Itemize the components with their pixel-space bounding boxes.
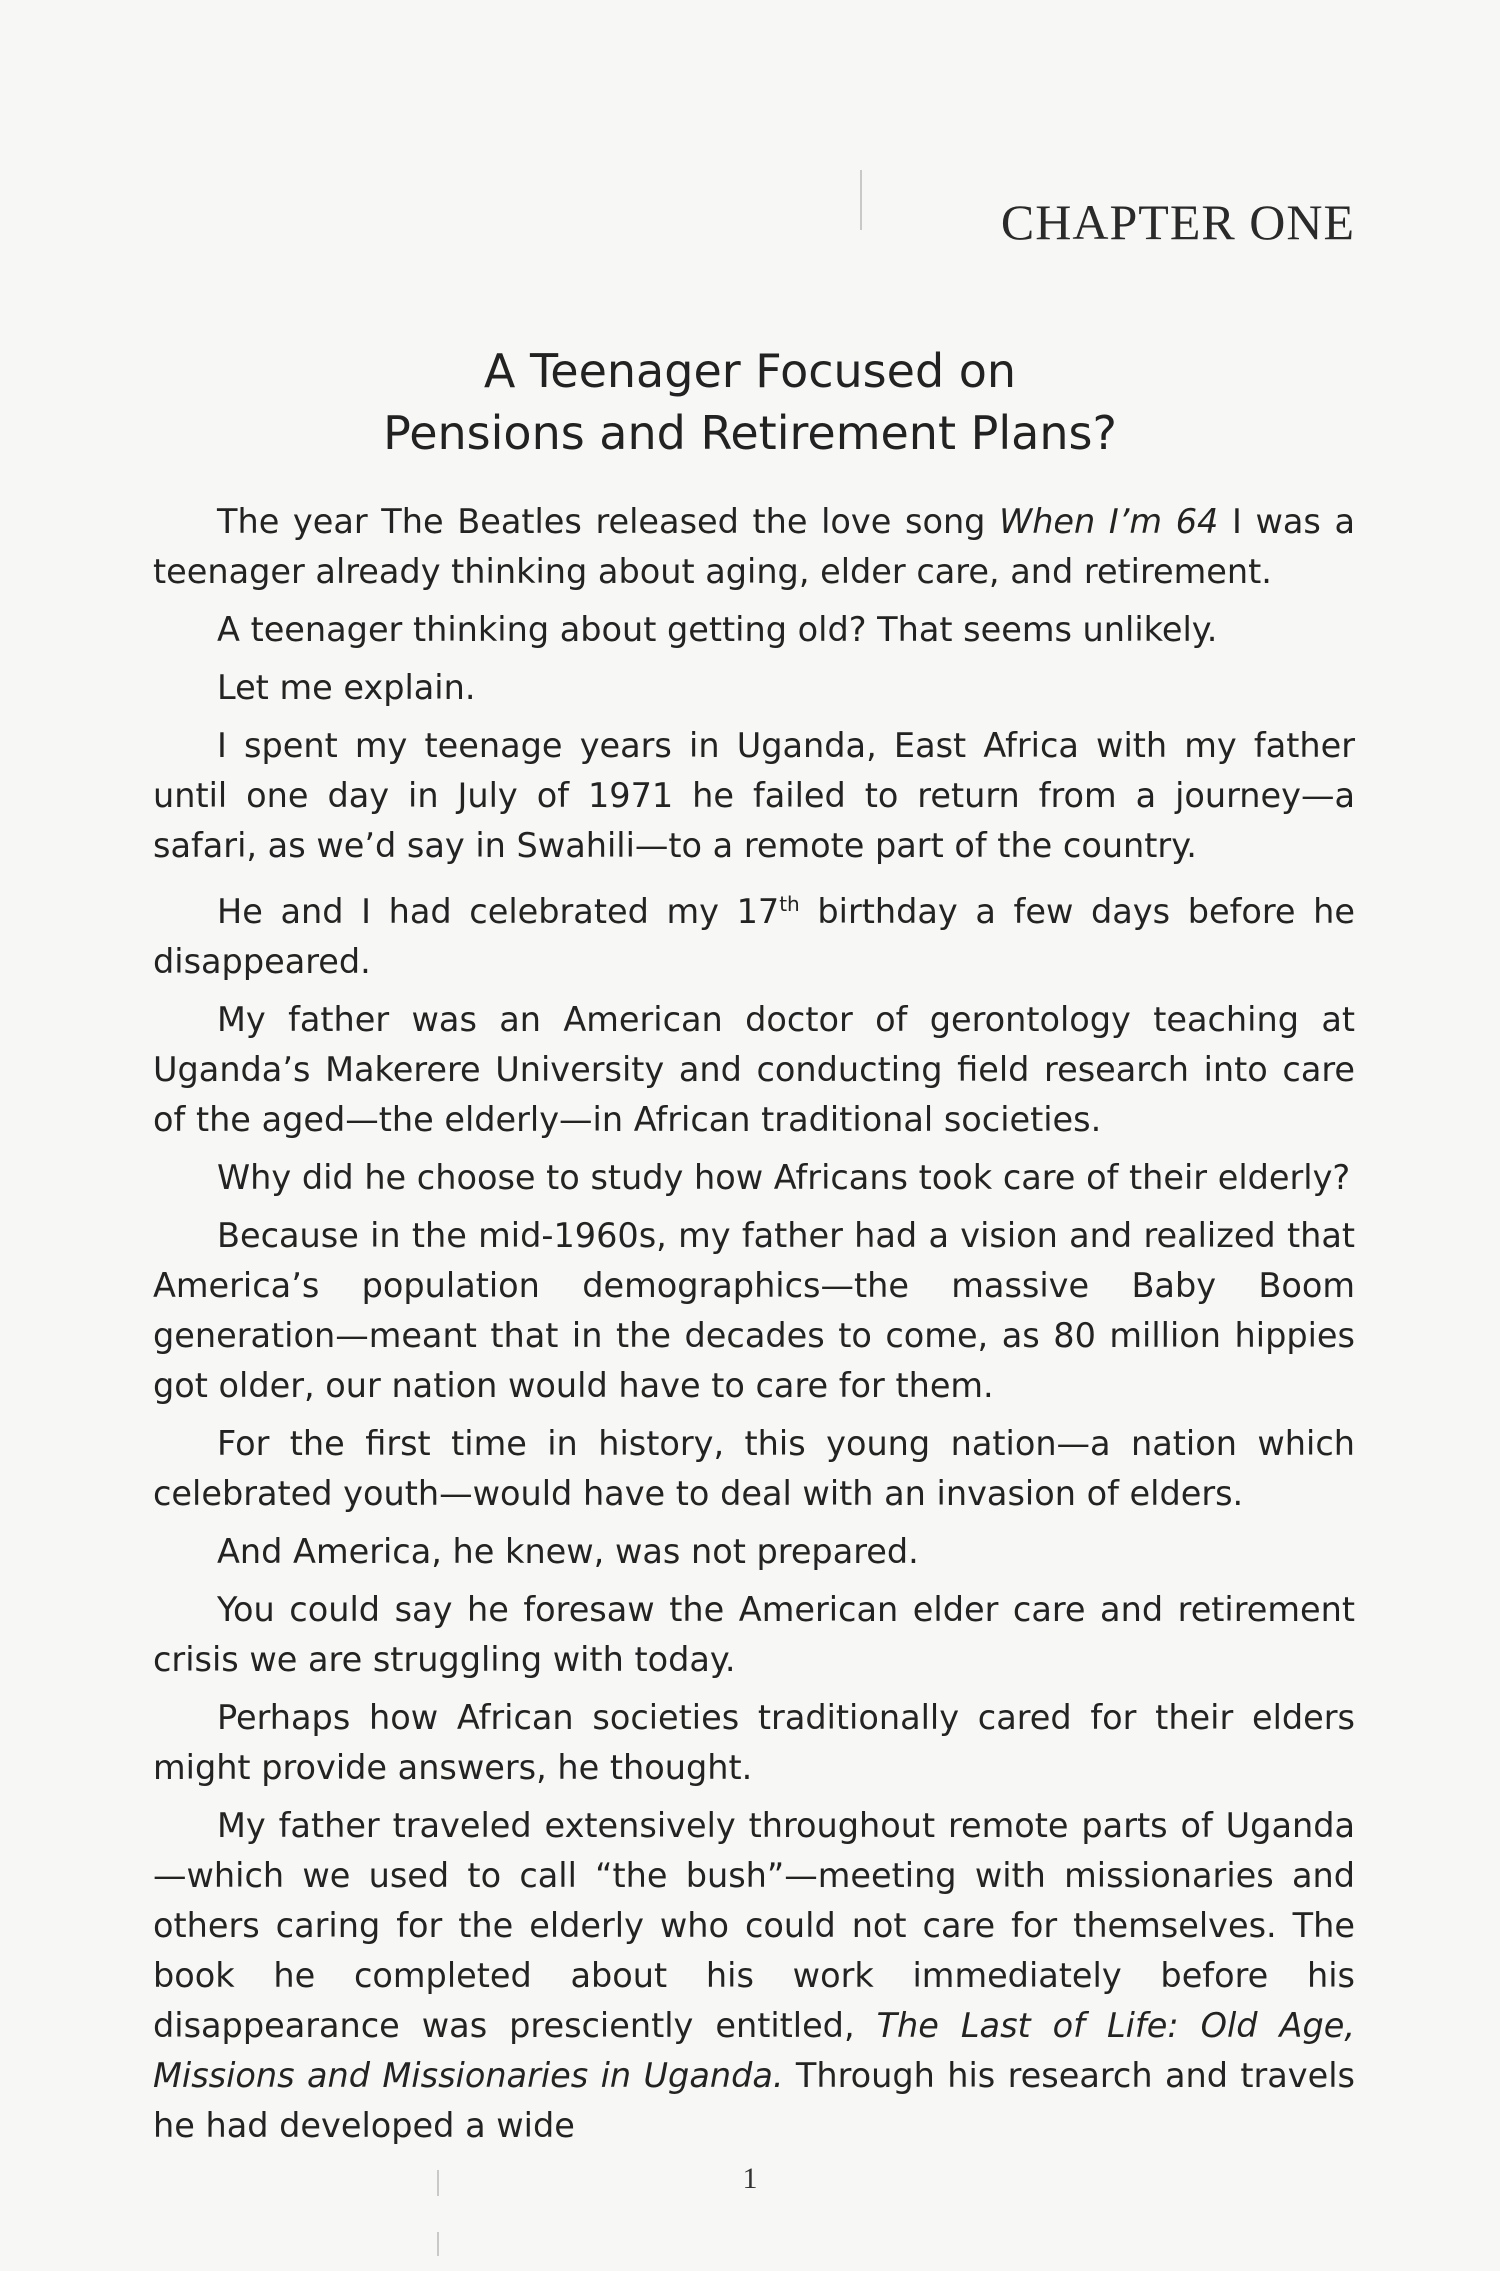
paragraph: My father traveled extensively throughout remote parts of Uganda—which we used to call “the bush”—meeting with missionaries and others caring for the elderly who could not care for themselves. The book he completed about his work immediately before his disappearance was presciently entitled, The Last of Life: Old Age, Missions and Missionaries in Uganda. Through his research and travels he had developed a wide: [153, 1806, 1355, 2146]
body-text: [153, 497, 1355, 2159]
paragraph: Because in the mid-1960s, my father had a vision and realized that America’s population demographics—the massive Baby Boom generation—meant that in the decades to come, as 80 million hippies got older, our nation would have to care for them.: [153, 1216, 1355, 1406]
chapter-title-line-1: A Teenager Focused on: [483, 344, 1017, 398]
book-title: The Last of Life: Old Age, Missions and Missionaries in Uganda.: [153, 2006, 1355, 2096]
paragraph: I spent my teenage years in Uganda, East Africa with my father until one day in July of 1971 he failed to return from a journey—a safari, as we’d say in Swahili—to a remote part of the country.: [153, 726, 1355, 865]
paragraph: He and I had celebrated my 17th birthday a few days before he disappeared.: [153, 892, 1356, 982]
paragraph: For the first time in history, this young nation—a nation which celebrated youth—would have to deal with an invasion of elders.: [153, 1424, 1355, 1514]
page-number: 1: [742, 2162, 758, 2195]
paragraph: You could say he foresaw the American elder care and retirement crisis we are struggling with today.: [153, 1590, 1355, 1680]
paragraph: The year The Beatles released the love song When I’m 64 I was a teenager already thinking about aging, elder care, and retirement.: [153, 502, 1355, 591]
paragraph: Let me explain.: [217, 668, 476, 707]
chapter-title: [0, 340, 1500, 464]
chapter-title-line-2: Pensions and Retirement Plans?: [383, 406, 1117, 460]
song-title: When I’m 64: [999, 502, 1219, 541]
scan-artifact: [860, 170, 862, 230]
paragraph: A teenager thinking about getting old? That seems unlikely.: [217, 610, 1218, 649]
paragraph: My father was an American doctor of gerontology teaching at Uganda’s Makerere University and conducting field research into care of the aged—the elderly—in African traditional societies.: [153, 1000, 1355, 1140]
chapter-heading: CHAPTER ONE: [1000, 194, 1355, 250]
paragraph: Perhaps how African societies traditionally cared for their elders might provide answers, he thought.: [153, 1698, 1355, 1788]
paragraph: Why did he choose to study how Africans took care of their elderly?: [217, 1158, 1351, 1198]
paragraph: And America, he knew, was not prepared.: [217, 1532, 919, 1572]
scan-artifact: [437, 2232, 439, 2256]
